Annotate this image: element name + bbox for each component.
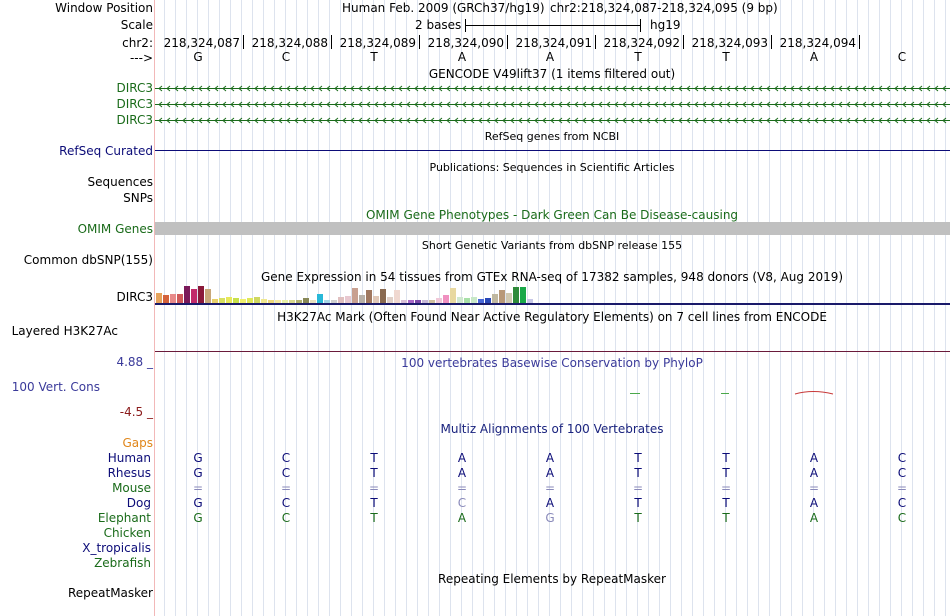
- alignment-base: T: [370, 496, 378, 510]
- phylop-min-label: -4.5 _: [119, 405, 153, 419]
- alignment-base: A: [457, 466, 467, 480]
- gtex-tissue-bar[interactable]: [499, 290, 505, 303]
- h3k27ac-signal-line[interactable]: [155, 351, 950, 352]
- scale-bar-text: 2 bases: [415, 18, 462, 32]
- gtex-tissue-bar[interactable]: [492, 294, 498, 303]
- base-letter: T: [722, 50, 730, 64]
- gtex-tissue-bar[interactable]: [317, 294, 323, 303]
- track-labels-panel: [0, 0, 155, 616]
- alignment-base: A: [545, 466, 555, 480]
- alignment-base: T: [722, 511, 730, 525]
- gencode-transcripts[interactable]: [155, 80, 950, 128]
- phylop-max-label: 4.88 _: [116, 355, 153, 369]
- ruler-coordinate[interactable]: 218,324,088: [251, 36, 328, 50]
- alignment-base: A: [545, 496, 555, 510]
- refseq-track-title: RefSeq genes from NCBI: [484, 130, 620, 143]
- publications-track-title: Publications: Sequences in Scientific Articles: [429, 161, 675, 174]
- alignment-base: C: [897, 466, 907, 480]
- species-label[interactable]: Chicken: [103, 526, 151, 540]
- alignment-base: T: [370, 466, 378, 480]
- ruler-coordinate[interactable]: 218,324,090: [427, 36, 504, 50]
- alignment-base: C: [281, 511, 291, 525]
- base-letter: G: [193, 50, 203, 64]
- alignment-base: G: [193, 496, 203, 510]
- alignment-base: =: [632, 481, 644, 495]
- sequences-label[interactable]: Sequences: [87, 175, 153, 189]
- alignment-base: =: [720, 481, 732, 495]
- gtex-tissue-bar[interactable]: [359, 295, 365, 303]
- ruler-coordinate[interactable]: 218,324,092: [603, 36, 680, 50]
- alignment-base: =: [280, 481, 292, 495]
- alignment-base: T: [634, 451, 642, 465]
- gtex-tissue-bar[interactable]: [380, 289, 386, 303]
- base-letter: T: [634, 50, 642, 64]
- dbsnp-track-title: Short Genetic Variants from dbSNP release 155: [421, 239, 683, 252]
- gtex-tissue-bar[interactable]: [394, 290, 400, 303]
- gtex-tissue-bar[interactable]: [366, 290, 372, 303]
- ruler-tick: [331, 35, 332, 49]
- gtex-tissue-bar[interactable]: [170, 294, 176, 303]
- gtex-track-title: Gene Expression in 54 tissues from GTEx RNA-seq of 17382 samples, 948 donors (V8, Aug 2019): [260, 270, 844, 284]
- species-label[interactable]: Mouse: [112, 481, 151, 495]
- base-letter: C: [897, 50, 907, 64]
- alignment-base: T: [722, 496, 730, 510]
- scale-bar-line: [465, 25, 640, 26]
- gencode-label-2[interactable]: DIRC3: [116, 97, 153, 111]
- species-label[interactable]: X_tropicalis: [82, 541, 151, 555]
- base-letter: A: [545, 50, 555, 64]
- alignment-base: G: [545, 511, 555, 525]
- alignment-base: C: [281, 466, 291, 480]
- gtex-tissue-bar[interactable]: [352, 288, 358, 303]
- h3k27ac-label[interactable]: Layered H3K27Ac: [11, 324, 118, 338]
- base-letter: C: [281, 50, 291, 64]
- ruler-tick: [419, 35, 420, 49]
- gtex-tissue-bar[interactable]: [205, 289, 211, 303]
- ruler-tick: [595, 35, 596, 49]
- ruler-coordinate[interactable]: 218,324,091: [515, 36, 592, 50]
- alignment-base: A: [809, 496, 819, 510]
- ruler-tick: [771, 35, 772, 49]
- gtex-tissue-bar[interactable]: [184, 286, 190, 303]
- alignment-base: T: [722, 466, 730, 480]
- omim-track-title: OMIM Gene Phenotypes - Dark Green Can Be Disease-causing: [365, 208, 739, 222]
- gtex-tissue-bar[interactable]: [520, 287, 526, 303]
- alignment-base: C: [281, 451, 291, 465]
- base-letter: A: [457, 50, 467, 64]
- gtex-tissue-bar[interactable]: [373, 296, 379, 303]
- h3k27ac-track-title: H3K27Ac Mark (Often Found Near Active Regulatory Elements) on 7 cell lines from ENCODE: [277, 310, 827, 324]
- gtex-tissue-bar[interactable]: [513, 287, 519, 303]
- chr-label: chr2:: [122, 36, 153, 50]
- ruler-tick: [859, 35, 860, 49]
- alignment-base: T: [722, 451, 730, 465]
- alignment-base: =: [544, 481, 556, 495]
- gtex-gene-label[interactable]: DIRC3: [116, 290, 153, 304]
- gtex-tissue-bar[interactable]: [163, 295, 169, 303]
- gtex-tissue-bar[interactable]: [506, 293, 512, 303]
- species-label[interactable]: Elephant: [97, 511, 151, 525]
- alignment-base: =: [192, 481, 204, 495]
- alignment-base: G: [193, 511, 203, 525]
- track-data-panel[interactable]: [155, 0, 950, 616]
- scale-db: hg19: [650, 18, 681, 32]
- alignment-base: T: [634, 511, 642, 525]
- alignment-base: C: [457, 496, 467, 510]
- alignment-base: =: [368, 481, 380, 495]
- snps-label[interactable]: SNPs: [123, 191, 153, 205]
- gtex-gene-line: [155, 303, 950, 305]
- species-label[interactable]: Zebrafish: [94, 556, 151, 570]
- alignment-base: A: [809, 511, 819, 525]
- alignment-base: C: [897, 511, 907, 525]
- gencode-transcript-lines: [155, 86, 950, 123]
- ruler-coordinate[interactable]: 218,324,087: [163, 36, 240, 50]
- gencode-label-1[interactable]: DIRC3: [116, 81, 153, 95]
- alignment-base: A: [457, 511, 467, 525]
- alignment-base: A: [809, 466, 819, 480]
- phylop-mark-3: [795, 392, 833, 395]
- gencode-track-title: GENCODE V49lift37 (1 items filtered out): [428, 67, 676, 81]
- alignment-base: A: [809, 451, 819, 465]
- species-label[interactable]: Rhesus: [107, 466, 151, 480]
- alignment-base: T: [370, 511, 378, 525]
- alignment-base: =: [456, 481, 468, 495]
- phylop-signal[interactable]: [155, 385, 950, 397]
- scale-label: Scale: [120, 18, 153, 32]
- gtex-tissue-bar[interactable]: [156, 293, 162, 303]
- species-label[interactable]: Human: [107, 451, 151, 465]
- scale-bar-right-tick: [640, 19, 641, 32]
- assembly-name: Human Feb. 2009 (GRCh37/hg19): [342, 1, 545, 15]
- ruler-coordinate[interactable]: 218,324,093: [691, 36, 768, 50]
- base-letter: A: [809, 50, 819, 64]
- ruler-tick: [683, 35, 684, 49]
- gtex-tissue-bar[interactable]: [177, 294, 183, 303]
- omim-genes-label[interactable]: OMIM Genes: [77, 222, 153, 236]
- gtex-tissue-bar[interactable]: [450, 288, 456, 303]
- gtex-tissue-bar[interactable]: [198, 286, 204, 303]
- alignment-base: C: [897, 451, 907, 465]
- cons-label[interactable]: 100 Vert. Cons: [11, 380, 100, 394]
- gtex-tissue-bar[interactable]: [191, 289, 197, 303]
- gtex-expression-bars[interactable]: [155, 284, 950, 303]
- phylop-track-title: 100 vertebrates Basewise Conservation by PhyloP: [401, 356, 703, 370]
- omim-gene-bar[interactable]: [155, 222, 950, 235]
- window-position-label: Window Position: [55, 1, 153, 15]
- alignment-base: =: [808, 481, 820, 495]
- alignment-base: T: [634, 496, 642, 510]
- ruler-coordinate[interactable]: 218,324,094: [779, 36, 856, 50]
- species-label[interactable]: Dog: [126, 496, 151, 510]
- gtex-tissue-bar[interactable]: [443, 295, 449, 303]
- ruler-tick: [243, 35, 244, 49]
- alignment-base: A: [457, 451, 467, 465]
- alignment-base: C: [897, 496, 907, 510]
- repeatmasker-track-title: Repeating Elements by RepeatMasker: [438, 572, 666, 586]
- window-position-value: chr2:218,324,087-218,324,095 (9 bp): [550, 1, 778, 15]
- gaps-label: Gaps: [122, 436, 153, 450]
- alignment-base: T: [370, 451, 378, 465]
- alignment-base: =: [896, 481, 908, 495]
- multiz-track-title: Multiz Alignments of 100 Vertebrates: [440, 422, 664, 436]
- alignment-base: A: [545, 451, 555, 465]
- base-letter: T: [370, 50, 378, 64]
- alignment-base: G: [193, 451, 203, 465]
- gencode-label-3[interactable]: DIRC3: [116, 113, 153, 127]
- repeatmasker-label[interactable]: RepeatMasker: [67, 586, 153, 600]
- alignment-base: G: [193, 466, 203, 480]
- refseq-curated-label[interactable]: RefSeq Curated: [59, 144, 153, 158]
- alignment-base: T: [634, 466, 642, 480]
- gtex-tissue-bar[interactable]: [345, 296, 351, 303]
- refseq-gene-line[interactable]: [155, 150, 950, 151]
- ruler-tick: [507, 35, 508, 49]
- alignment-base: C: [281, 496, 291, 510]
- ruler-coordinate[interactable]: 218,324,089: [339, 36, 416, 50]
- strand-arrow: --->: [129, 51, 153, 65]
- dbsnp-label[interactable]: Common dbSNP(155): [23, 253, 153, 267]
